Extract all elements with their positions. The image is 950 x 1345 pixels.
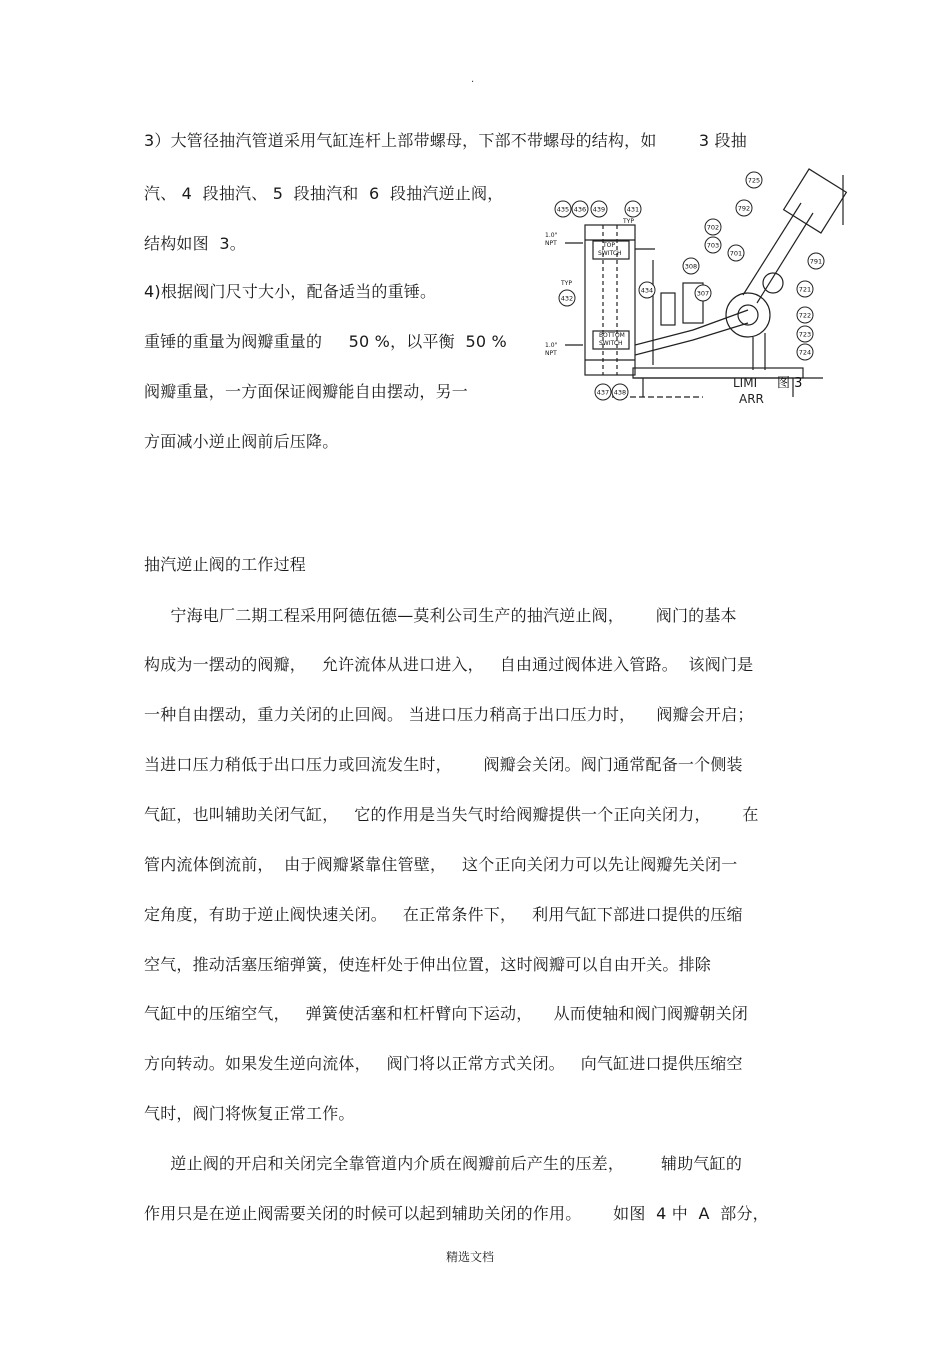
callout-label: 308 [684, 262, 698, 271]
callout-label: 436 [573, 205, 587, 214]
npt-bottom-label-b: NPT [545, 350, 557, 357]
limi-label: LIMI [733, 376, 758, 390]
body-line-13: 作用只是在逆止阀需要关闭的时候可以起到辅助关闭的作用。 如图 4 中 A 部分， [144, 1204, 769, 1223]
callout-722 [797, 307, 813, 323]
body-line-12: 逆止阀的开启和关闭完全靠管道内介质在阀瓣前后产生的压差， 辅助气缸的 [144, 1154, 743, 1173]
npt-top-label-a: 1.0" [545, 232, 558, 239]
npt-top-label-b: NPT [545, 240, 557, 247]
callout-725 [746, 172, 762, 188]
bottom-switch-label-a: BOTTOM [599, 332, 625, 339]
callout-label: 792 [737, 204, 751, 213]
callout-435 [555, 201, 571, 217]
callout-label: 702 [706, 223, 720, 232]
section3-line-2: 汽、 4 段抽汽、 5 段抽汽和 6 段抽汽逆止阀， [144, 184, 504, 203]
section4-line-2: 重锤的重量为阀瓣重量的 50 %，以平衡 50 % [144, 332, 507, 351]
top-switch-label-a: TOP [603, 242, 616, 249]
page-footer: 精选文档 [446, 1250, 495, 1264]
section4-line-1: 4)根据阀门尺寸大小，配备适当的重锤。 [144, 282, 437, 301]
callout-792 [736, 200, 752, 216]
callout-439 [591, 201, 607, 217]
callout-label: 721 [798, 285, 812, 294]
callout-791 [808, 253, 824, 269]
body-line-3: 一种自由摆动，重力关闭的止回阀。 当进口压力稍高于出口压力时， 阀瓣会开启； [144, 705, 754, 724]
callout-label: 432 [560, 294, 574, 303]
top-switch-label-b: SWITCH [598, 250, 622, 257]
typ-left-label: TYP [561, 280, 572, 287]
typ-top-label: TYP [623, 218, 634, 225]
body-line-6: 管内流体倒流前， 由于阀瓣紧靠住管壁， 这个正向关闭力可以先让阀瓣先关闭一 [144, 855, 738, 874]
body-line-7: 定角度，有助于逆止阀快速关闭。 在正常条件下， 利用气缸下部进口提供的压缩 [144, 905, 743, 924]
section3-line-3: 结构如图 3。 [144, 234, 246, 253]
section3-line-1: 3）大管径抽汽管道采用气缸连杆上部带螺母，下部不带螺母的结构，如 3 段抽 [144, 131, 747, 150]
callout-431 [625, 201, 641, 217]
body-line-5: 气缸，也叫辅助关闭气缸， 它的作用是当失气时给阀瓣提供一个正向关闭力， 在 [144, 805, 759, 824]
callout-label: 701 [729, 249, 743, 258]
callout-label: 307 [696, 289, 710, 298]
arr-label: ARR [739, 392, 764, 405]
callout-label: 724 [798, 348, 812, 357]
callout-434 [639, 282, 655, 298]
callout-label: 435 [556, 205, 570, 214]
bottom-switch-label-b: SWITCH [599, 340, 623, 347]
callout-701 [728, 245, 744, 261]
body-line-1: 宁海电厂二期工程采用阿德伍德—莫利公司生产的抽汽逆止阀， 阀门的基本 [144, 606, 737, 625]
callout-label: 725 [747, 176, 761, 185]
body-line-8: 空气，推动活塞压缩弹簧，使连杆处于伸出位置，这时阀瓣可以自由开关。排除 [144, 955, 712, 974]
callout-label: 431 [626, 205, 640, 214]
callout-label: 723 [798, 330, 812, 339]
section4-line-3: 阀瓣重量，一方面保证阀瓣能自由摆动，另一 [144, 382, 469, 401]
callout-702 [705, 219, 721, 235]
callout-label: 438 [613, 388, 627, 397]
npt-bottom-label-a: 1.0" [545, 342, 558, 349]
callout-724 [797, 344, 813, 360]
page-top-mark: . [471, 74, 475, 85]
callout-308 [683, 258, 699, 274]
callout-721 [797, 281, 813, 297]
figure-caption: 图 3 [777, 376, 803, 391]
callout-label: 722 [798, 311, 812, 320]
body-line-9: 气缸中的压缩空气， 弹簧使活塞和杠杆臂向下运动， 从而使轴和阀门阀瓣朝关闭 [144, 1004, 749, 1023]
callout-432 [559, 290, 575, 306]
body-line-11: 气时，阀门将恢复正常工作。 [144, 1104, 355, 1123]
body-line-4: 当进口压力稍低于出口压力或回流发生时， 阀瓣会关闭。阀门通常配备一个侧装 [144, 755, 743, 774]
section-heading: 抽汽逆止阀的工作过程 [144, 555, 307, 574]
callout-436 [572, 201, 588, 217]
callout-307 [695, 285, 711, 301]
section4-line-4: 方面减小逆止阀前后压降。 [144, 432, 339, 451]
body-line-10: 方向转动。如果发生逆向流体， 阀门将以正常方式关闭。 向气缸进口提供压缩空 [144, 1054, 743, 1073]
callout-label: 791 [809, 257, 823, 266]
callout-label: 703 [706, 241, 720, 250]
callout-label: 434 [640, 286, 654, 295]
body-line-2: 构成为一摆动的阀瓣， 允许流体从进口进入， 自由通过阀体进入管路。 该阀门是 [144, 655, 754, 674]
figure-3-valve-drawing [543, 165, 848, 405]
callout-label: 439 [592, 205, 606, 214]
callout-438 [612, 384, 628, 400]
callout-723 [797, 326, 813, 342]
callout-703 [705, 237, 721, 253]
callout-437 [595, 384, 611, 400]
callout-label: 437 [596, 388, 610, 397]
actuator-head [784, 169, 847, 233]
